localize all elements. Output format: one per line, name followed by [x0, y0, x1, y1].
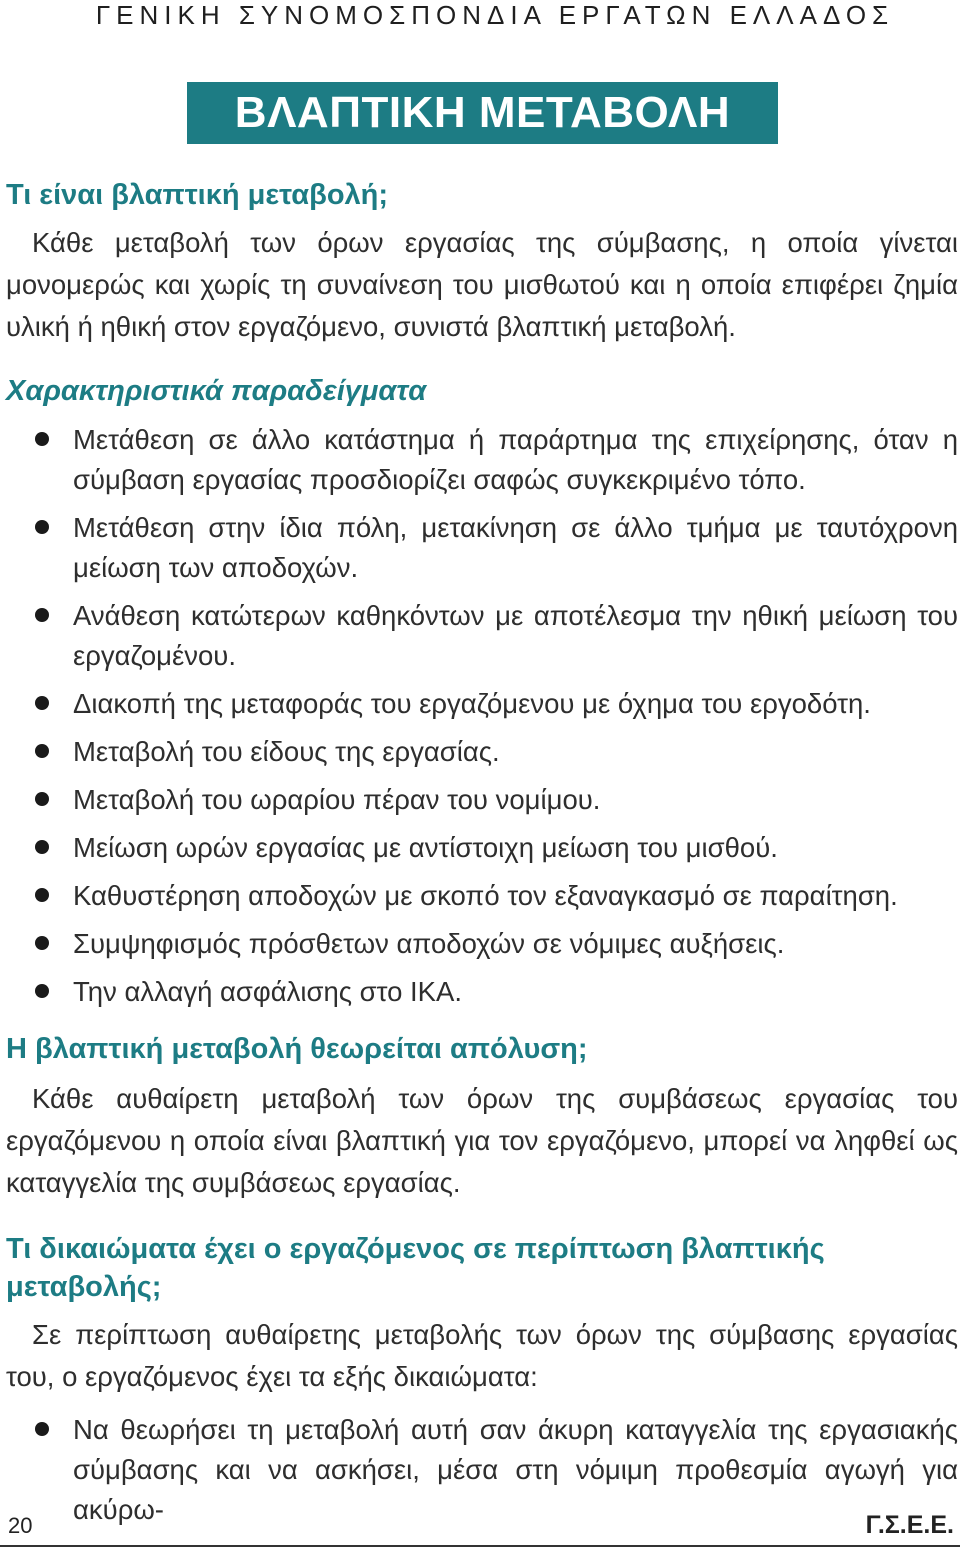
bullet-icon	[35, 792, 49, 806]
list-item	[6, 508, 958, 588]
list-item-text: Συμψηφισμός πρόσθετων αποδοχών σε νόμιμες αυξήσεις.	[73, 928, 785, 959]
list-item-text: Μεταβολή του είδους της εργασίας.	[73, 736, 500, 767]
list-item-text: Μετάθεση σε άλλο κατάστημα ή παράρτημα της επιχείρησης, όταν η σύμβαση εργασίας προσδιορίζει σαφώς συγκεκριμένο τόπο.	[73, 424, 958, 495]
bullet-icon	[35, 608, 49, 622]
footer-brand: Γ.Σ.Ε.Ε.	[865, 1511, 954, 1539]
page-title-banner	[187, 82, 778, 144]
list-item	[6, 732, 958, 772]
section-heading-what-is: Τι είναι βλαπτική μεταβολή;	[6, 179, 389, 211]
section-heading-rights: Τι δικαιώματα έχει ο εργαζόμενος σε περίπτωση βλαπτικής μεταβολής;	[6, 1233, 825, 1303]
list-item	[6, 828, 958, 868]
page-title: ΒΛΑΠΤΙΚΗ ΜΕΤΑΒΟΛΗ	[234, 88, 731, 137]
page-number: 20	[8, 1513, 33, 1538]
bullet-icon	[35, 432, 49, 446]
section-heading-dismissal: Η βλαπτική μεταβολή θεωρείται απόλυση;	[6, 1033, 588, 1065]
list-item	[6, 972, 958, 1012]
bullet-icon	[35, 984, 49, 998]
bullet-icon	[35, 1422, 49, 1436]
definition-paragraph: Κάθε μεταβολή των όρων εργασίας της σύμβασης, η οποία γίνεται μονομερώς και χωρίς τη συναίνεση του μισθωτού και η οποία επιφέρει ζημία υλική ή ηθική στον εργαζόμενο, συνιστά βλαπτική μεταβολή.	[6, 227, 958, 342]
examples-list	[6, 420, 958, 1012]
list-item-text: Διακοπή της μεταφοράς του εργαζόμενου με όχημα του εργοδότη.	[73, 688, 871, 719]
list-item-text: Καθυστέρηση αποδοχών με σκοπό τον εξαναγκασμό σε παραίτηση.	[73, 880, 898, 911]
list-item	[6, 420, 958, 500]
list-item-text: Μεταβολή του ωραρίου πέραν του νομίμου.	[73, 784, 601, 815]
list-item-text: Μετάθεση στην ίδια πόλη, μετακίνηση σε άλλο τμήμα με ταυτόχρονη μείωση των αποδοχών.	[73, 512, 958, 583]
list-item-text: Να θεωρήσει τη μεταβολή αυτή σαν άκυρη καταγγελία της εργασιακής σύμβασης και να ασκήσει, μέσα στη νόμιμη προθεσμία αγωγή για ακύρω-	[73, 1414, 958, 1525]
list-item	[6, 1410, 958, 1530]
list-item	[6, 924, 958, 964]
running-header: ΓΕΝΙΚΗ ΣΥΝΟΜΟΣΠΟΝΔΙΑ ΕΡΓΑΤΩΝ ΕΛΛΑΔΟΣ	[95, 0, 895, 30]
bullet-icon	[35, 520, 49, 534]
list-item-text: Μείωση ωρών εργασίας με αντίστοιχη μείωση του μισθού.	[73, 832, 778, 863]
bullet-icon	[35, 936, 49, 950]
document-body	[6, 176, 958, 1538]
rights-list	[6, 1410, 958, 1530]
list-item-text: Ανάθεση κατώτερων καθηκόντων με αποτέλεσμα την ηθική μείωση του εργαζομένου.	[73, 600, 958, 671]
bullet-icon	[35, 840, 49, 854]
list-item	[6, 596, 958, 676]
list-item-text: Την αλλαγή ασφάλισης στο ΙΚΑ.	[73, 976, 463, 1007]
dismissal-paragraph: Κάθε αυθαίρετη μεταβολή των όρων της συμβάσεως εργασίας του εργαζόμενου η οποία είναι βλαπτική για τον εργαζόμενο, μπορεί να ληφθεί ως καταγγελία της συμβάσεως εργασίας.	[6, 1083, 958, 1198]
list-item	[6, 684, 958, 724]
footer-divider	[0, 1545, 960, 1547]
section-heading-examples: Χαρακτηριστικά παραδείγματα	[6, 375, 427, 407]
bullet-icon	[35, 696, 49, 710]
list-item	[6, 876, 958, 916]
list-item	[6, 780, 958, 820]
bullet-icon	[35, 888, 49, 902]
bullet-icon	[35, 744, 49, 758]
rights-paragraph: Σε περίπτωση αυθαίρετης μεταβολής των όρων της σύμβασης εργασίας του, ο εργαζόμενος έχει τα εξής δικαιώματα:	[6, 1319, 958, 1392]
